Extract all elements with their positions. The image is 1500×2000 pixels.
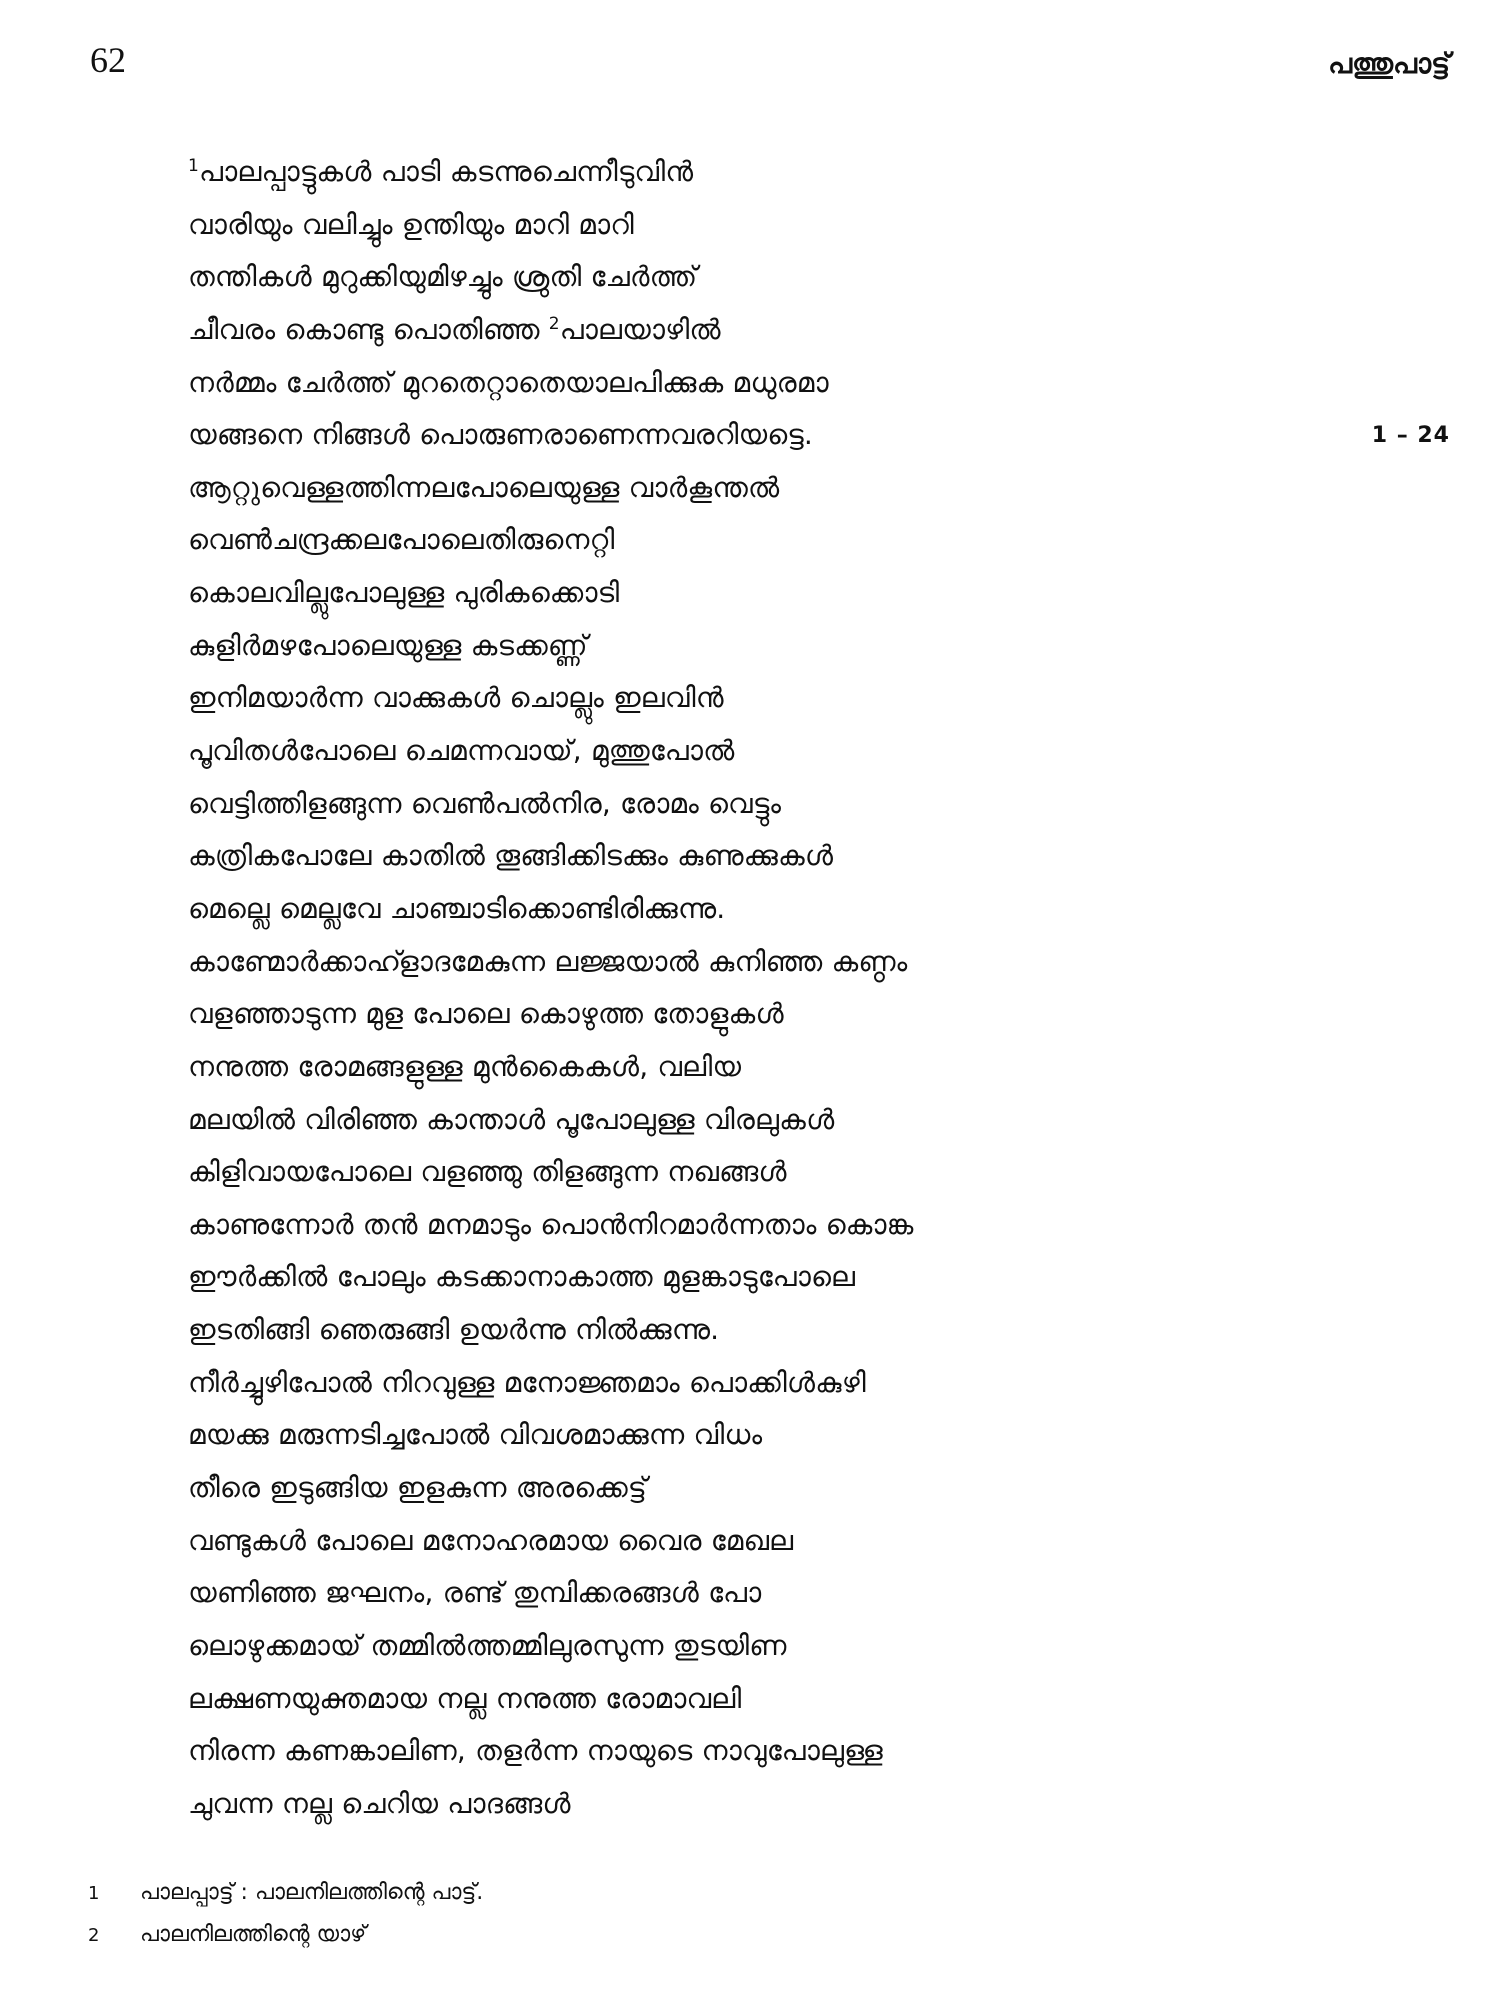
poem-line: പൂവിതൾപോലെ ചെമന്നവായ്, മുത്തുപോൽ (188, 734, 735, 768)
poem-line: നനുത്ത രോമങ്ങളുള്ള മുൻകൈകൾ, വലിയ (188, 1049, 742, 1083)
poem-line: തീരെ ഇടുങ്ങിയ ഇളകുന്ന അരക്കെട്ട് (188, 1471, 648, 1505)
line-range-note: 1 – 24 (1371, 423, 1450, 448)
poem-line: വെൺചന്ദ്രക്കലപോലെതിരുനെറ്റി (188, 523, 615, 557)
poem-body (188, 146, 1288, 1831)
footnote-text: പാലനിലത്തിന്റെ യാഴ് (140, 1922, 367, 1947)
poem-line: കിളിവായപോലെ വളഞ്ഞു തിളങ്ങുന്ന നഖങ്ങൾ (188, 1155, 787, 1189)
poem-line: നർമ്മം ചേർത്ത് മുറതെറ്റാതെയാലപിക്കുക മധുരമാ (188, 365, 829, 399)
poem-line: മയക്കു മരുന്നടിച്ചപോൽ വിവശമാക്കുന്ന വിധം (188, 1418, 763, 1452)
footnote-number: 2 (88, 1925, 100, 1946)
poem-line: മെല്ലെ മെല്ലവേ ചാഞ്ചാടിക്കൊണ്ടിരിക്കുന്നു. (188, 891, 726, 925)
poem-line-text: ചീവരം കൊണ്ടു പൊതിഞ്ഞ (188, 312, 549, 346)
poem-line: ലൊഴുക്കമായ് തമ്മിൽത്തമ്മിലുരസുന്ന തുടയിണ (188, 1628, 787, 1662)
poem-line-text: പാലയാഴിൽ (559, 312, 721, 346)
poem-line: വളഞ്ഞാടുന്ന മുള പോലെ കൊഴുത്ത തോളുകൾ (188, 997, 784, 1031)
poem-line: വാരിയും വലിച്ചും ഉന്തിയും മാറി മാറി (188, 207, 634, 241)
footnote-number: 1 (88, 1883, 100, 1904)
poem-line: മലയിൽ വിരിഞ്ഞ കാന്താൾ പൂപോലുള്ള വിരലുകൾ (188, 1102, 835, 1136)
poem-line: ഇടതിങ്ങി ഞെരുങ്ങി ഉയർന്നു നിൽക്കുന്നു. (188, 1313, 720, 1347)
footnote (88, 1872, 1188, 1914)
poem-line: നീർച്ചുഴിപോൽ നിറവുള്ള മനോജ്ഞമാം പൊക്കിൾകുഴി (188, 1365, 866, 1399)
poem-line: കത്രികപോലേ കാതിൽ തൂങ്ങിക്കിടക്കും കുണുക്കുകൾ (188, 839, 834, 873)
poem-line: വെട്ടിത്തിളങ്ങുന്ന വെൺപൽനിര, രോമം വെട്ടും (188, 786, 782, 820)
poem-line: ആറ്റുവെള്ളത്തിന്നലപോലെയുള്ള വാർകൂന്തൽ (188, 470, 780, 504)
footnote-ref: 1 (188, 156, 200, 176)
footnote-text: പാലപ്പാട്ട് : പാലനിലത്തിന്റെ പാട്ട്. (140, 1880, 484, 1905)
footnote (88, 1914, 1188, 1956)
page-number: 62 (90, 40, 126, 80)
poem-line: ഈർക്കിൽ പോലും കടക്കാനാകാത്ത മുളങ്കാടുപോലെ (188, 1260, 856, 1294)
poem-line (188, 146, 1288, 199)
poem-line: കുളിർമഴപോലെയുള്ള കടക്കണ്ണ് (188, 628, 588, 662)
poem-line: കാണുന്നോർ തൻ മനമാടും പൊൻനിറമാർന്നതാം കൊങ്ക (188, 1207, 914, 1241)
footnotes (88, 1872, 1188, 1956)
poem-line-text: പാലപ്പാട്ടുകൾ പാടി കടന്നുചെന്നീടുവിൻ (199, 155, 694, 188)
poem-line: യങ്ങനെ നിങ്ങൾ പൊരുണരാണെന്നവരറിയട്ടെ. (188, 418, 814, 452)
footnote-ref: 2 (548, 313, 560, 334)
poem-line: ഇനിമയാർന്ന വാക്കുകൾ ചൊല്ലും ഇലവിൻ (188, 681, 724, 715)
poem-line: വണ്ടുകൾ പോലെ മനോഹരമായ വൈര മേഖല (188, 1523, 794, 1557)
poem-line: കൊലവില്ലുപോലുള്ള പുരികക്കൊടി (188, 576, 620, 610)
poem-line: ലക്ഷണയുക്തമായ നല്ല നനുത്ത രോമാവലി (188, 1681, 742, 1715)
poem-line: തന്തികൾ മുറുക്കിയുമിഴച്ചും ശ്രുതി ചേർത്ത് (188, 260, 698, 294)
poem-line (188, 304, 1288, 357)
running-title: പത്തുപാട്ട് (1328, 47, 1450, 80)
poem-line: ചുവന്ന നല്ല ചെറിയ പാദങ്ങൾ (188, 1786, 571, 1820)
poem-line: കാണ്മോർക്കാഹ്ളാദമേകുന്ന ലജ്ജയാൽ കുനിഞ്ഞ കണ്ഠം (188, 944, 908, 978)
poem-line: യണിഞ്ഞ ജഘനം, രണ്ട് തുമ്പിക്കരങ്ങൾ പോ (188, 1576, 762, 1610)
poem-line: നിരന്ന കണങ്കാലിണ, തളർന്ന നായുടെ നാവുപോലുള്ള (188, 1734, 883, 1768)
